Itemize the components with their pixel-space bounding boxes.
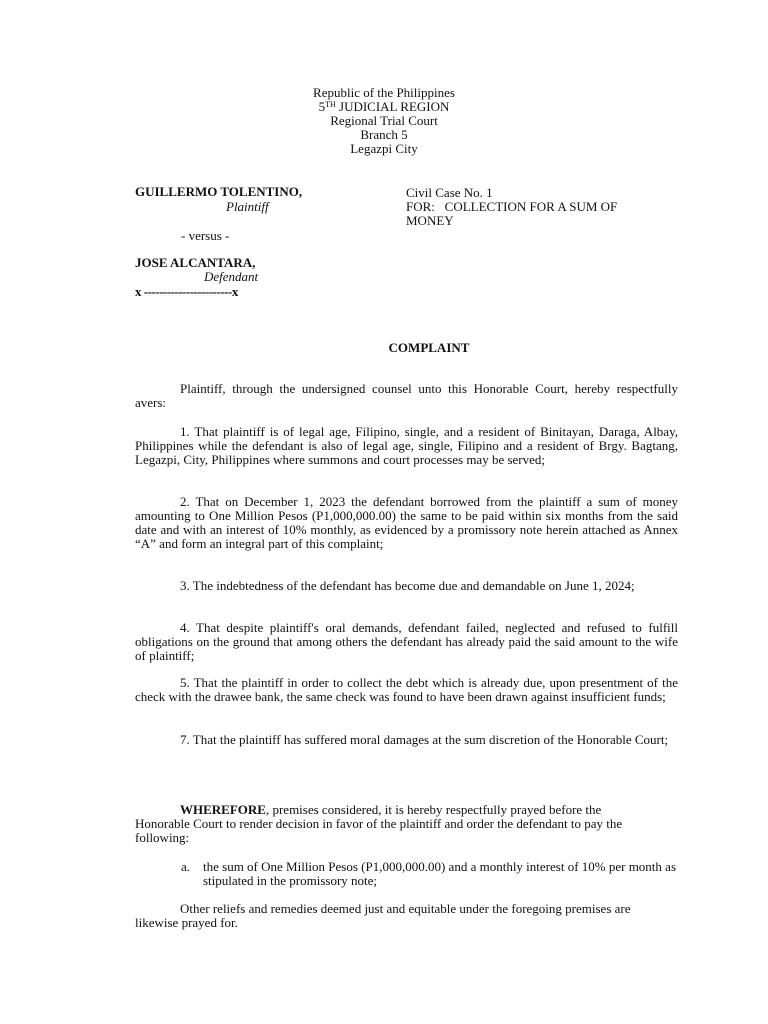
allegation-5: 5. That the plaintiff in order to collect the debt which is already due, upon presentment of the check with the drawee bank, the same check was found to have been drawn against insufficient funds; — [135, 675, 678, 704]
judicial-region-line: 5TH JUDICIAL REGION — [318, 99, 450, 114]
wherefore-label: WHEREFORE — [180, 802, 266, 817]
court-header — [200, 86, 568, 156]
case-nature-line1: FOR: COLLECTION FOR A SUM OF — [406, 199, 618, 214]
city-line: Legazpi City — [350, 141, 418, 156]
prayer-paragraph: WHEREFORE, premises considered, it is hereby respectfully prayed before the Honorable Court to render decision in favor of the plaintiff and order the defendant to pay the following: — [135, 802, 623, 845]
allegation-3: 3. The indebtedness of the defendant has become due and demandable on June 1, 2024; — [180, 578, 635, 593]
republic-line: Republic of the Philippines — [313, 85, 455, 100]
other-reliefs-paragraph: Other reliefs and remedies deemed just and equitable under the foregoing premises are likewise prayed for. — [135, 901, 631, 930]
prayer-item-a: the sum of One Million Pesos (P1,000,000.00) and a monthly interest of 10% per month as stipulated in the promissory note; — [203, 859, 677, 888]
defendant-role: Defendant — [204, 269, 259, 284]
plaintiff-name: GUILLERMO TOLENTINO, — [135, 184, 303, 199]
caption-x-line: x -----------------------x — [135, 284, 238, 299]
defendant-name: JOSE ALCANTARA, — [135, 255, 256, 270]
allegation-4: 4. That despite plaintiff's oral demands, defendant failed, neglected and refused to fulfill obligations on the ground that among others the defendant has already paid the said amount to the wife of plaintiff; — [135, 620, 678, 663]
allegation-1: 1. That plaintiff is of legal age, Filipino, single, and a resident of Binitayan, Daraga, Albay, Philippines while the defendant is also of legal age, single, Filipino and a resident of Brgy. Bagtang, Legazpi, City, Philippines where summons and court processes may be served; — [135, 424, 678, 467]
court-line: Regional Trial Court — [330, 113, 438, 128]
case-nature-line2: MONEY — [406, 213, 454, 228]
branch-line: Branch 5 — [360, 127, 408, 142]
versus-label: - versus - — [181, 228, 230, 243]
allegation-7: 7. That the plaintiff has suffered moral damages at the sum discretion of the Honorable Court; — [180, 732, 669, 747]
intro-paragraph: Plaintiff, through the undersigned counsel unto this Honorable Court, hereby respectfully avers: — [135, 381, 678, 410]
prayer-item-marker: a. — [181, 859, 191, 874]
document-title: COMPLAINT — [388, 340, 470, 355]
allegation-2: 2. That on December 1, 2023 the defendant borrowed from the plaintiff a sum of money amounting to One Million Pesos (P1,000,000.00) the same to be paid within six months from the said date and with an interest of 10% monthly, as evidenced by a promissory note herein attached as Annex “A” and form an integral part of this complaint; — [135, 494, 678, 551]
case-number: Civil Case No. 1 — [406, 185, 493, 200]
plaintiff-role: Plaintiff — [226, 199, 269, 214]
